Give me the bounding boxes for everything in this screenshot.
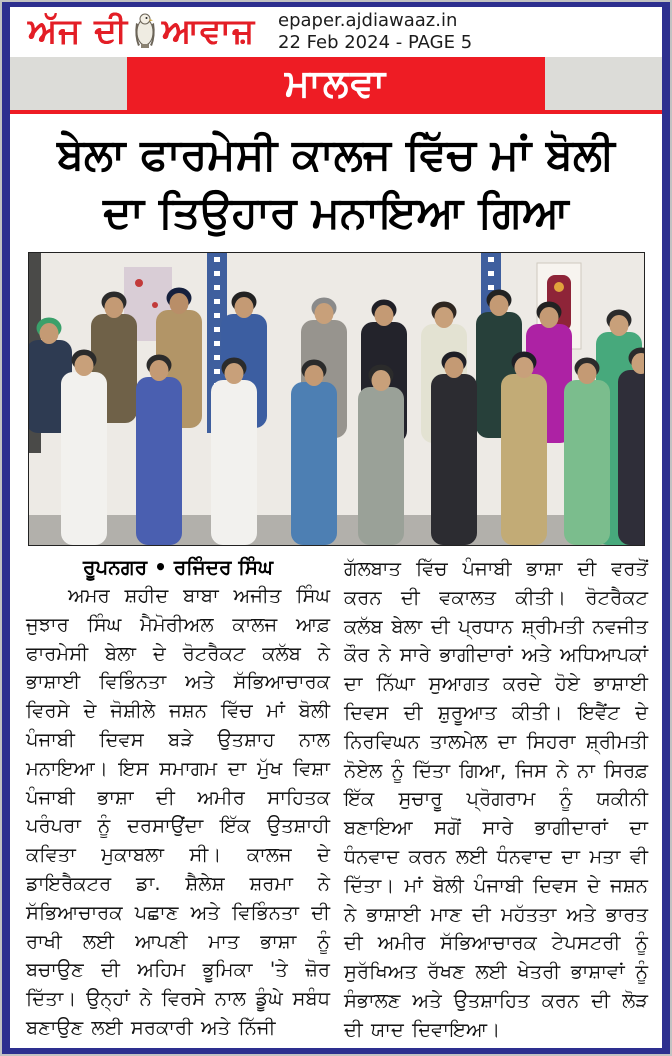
section-band bbox=[10, 57, 662, 110]
masthead-meta bbox=[278, 10, 472, 54]
column-right bbox=[344, 555, 648, 1045]
body-text-left: ਅਮਰ ਸ਼ਹੀਦ ਬਾਬਾ ਅਜੀਤ ਸਿੰਘ ਜੁਝਾਰ ਸਿੰਘ ਮੈਮੋਰੀਅਲ ਕਾਲਜ ਆਫ਼ ਫਾਰਮੇਸੀ ਬੇਲਾ ਦੇ ਰੋਟਰੈਕਟ ਕਲੱਬ ਨੇ ਭਾਸ਼ਾਈ ਵਿਭਿੰਨਤਾ ਅਤੇ ਸੱਭਿਆਚਾਰਕ ਵਿਰਸੇ ਦੇ ਜੋਸ਼ੀਲੇ ਜਸ਼ਨ ਵਿੱਚ ਮਾਂ ਬੋਲੀ ਪੰਜਾਬੀ ਦਿਵਸ ਬੜੇ ਉਤਸ਼ਾਹ ਨਾਲ ਮਨਾਇਆ। ਇਸ ਸਮਾਗਮ ਦਾ ਮੁੱਖ ਵਿਸ਼ਾ ਪੰਜਾਬੀ ਭਾਸ਼ਾ ਦੀ ਅਮੀਰ ਸਾਹਿਤਕ ਪਰੰਪਰਾ ਨੂੰ ਦਰਸਾਉਂਦਾ ਇੱਕ ਉਤਸ਼ਾਹੀ ਕਵਿਤਾ ਮੁਕਾਬਲਾ ਸੀ। ਕਾਲਜ ਦੇ ਡਾਇਰੈਕਟਰ ਡਾ. ਸ਼ੈਲੇਸ਼ ਸ਼ਰਮਾ ਨੇ ਸੱਭਿਆਚਾਰਕ ਪਛਾਣ ਅਤੇ ਵਿਭਿੰਨਤਾ ਦੀ ਰਾਖੀ ਲਈ ਆਪਣੀ ਮਾਤ ਭਾਸ਼ਾ ਨੂੰ ਬਚਾਉਣ ਦੀ ਅਹਿਮ ਭੂਮਿਕਾ 'ਤੇ ਜ਼ੋਰ ਦਿੱਤਾ। ਉਨ੍ਹਾਂ ਨੇ ਵਿਰਸੇ ਨਾਲ ਡੂੰਘੇ ਸਬੰਧ ਬਣਾਉਣ ਲਈ ਸਰਕਾਰੀ ਅਤੇ ਨਿੱਜੀ bbox=[26, 584, 330, 1039]
logo-text-left: ਅੱਜ ਦੀ bbox=[28, 11, 129, 51]
newspaper-logo bbox=[28, 11, 255, 51]
eagle-icon bbox=[132, 12, 158, 50]
edition-date-page: 22 Feb 2024 - PAGE 5 bbox=[278, 32, 473, 53]
section-title: ਮਾਲਵਾ bbox=[127, 57, 545, 110]
column-left bbox=[26, 555, 330, 1045]
epaper-site: epaper.ajdiawaaz.in bbox=[278, 10, 458, 31]
newspaper-page bbox=[2, 2, 670, 1054]
masthead bbox=[10, 7, 662, 57]
headline-line2: ਦਾ ਤਿਉਹਾਰ ਮਨਾਇਆ ਗਿਆ bbox=[103, 188, 569, 238]
article-photo bbox=[28, 252, 645, 546]
article-headline bbox=[10, 114, 662, 242]
article-body bbox=[10, 546, 662, 1045]
body-text-right: ਗੱਲਬਾਤ ਵਿੱਚ ਪੰਜਾਬੀ ਭਾਸ਼ਾ ਦੀ ਵਰਤੋਂ ਕਰਨ ਦੀ ਵਕਾਲਤ ਕੀਤੀ। ਰੋਟਰੈਕਟ ਕਲੱਬ ਬੇਲਾ ਦੀ ਪ੍ਰਧਾਨ ਸ਼੍ਰੀਮਤੀ ਨਵਜੀਤ ਕੌਰ ਨੇ ਸਾਰੇ ਭਾਗੀਦਾਰਾਂ ਅਤੇ ਅਧਿਆਪਕਾਂ ਦਾ ਨਿੱਘਾ ਸੁਆਗਤ ਕਰਦੇ ਹੋਏ ਭਾਸ਼ਾਈ ਦਿਵਸ ਦੀ ਸ਼ੁਰੂਆਤ ਕੀਤੀ। ਇਵੈਂਟ ਦੇ ਨਿਰਵਿਘਨ ਤਾਲਮੇਲ ਦਾ ਸਿਹਰਾ ਸ਼੍ਰੀਮਤੀ ਨੋਏਲ ਨੂੰ ਦਿੱਤਾ ਗਿਆ, ਜਿਸ ਨੇ ਨਾ ਸਿਰਫ਼ ਇੱਕ ਸੁਚਾਰੂ ਪ੍ਰੋਗਰਾਮ ਨੂੰ ਯਕੀਨੀ ਬਣਾਇਆ ਸਗੋਂ ਸਾਰੇ ਭਾਗੀਦਾਰਾਂ ਦਾ ਧੰਨਵਾਦ ਕਰਨ ਲਈ ਧੰਨਵਾਦ ਦਾ ਮਤਾ ਵੀ ਦਿੱਤਾ। ਮਾਂ ਬੋਲੀ ਪੰਜਾਬੀ ਦਿਵਸ ਦੇ ਜਸ਼ਨ ਨੇ ਭਾਸ਼ਾਈ ਮਾਣ ਦੀ ਮਹੱਤਤਾ ਅਤੇ ਭਾਰਤ ਦੀ ਅਮੀਰ ਸੱਭਿਆਚਾਰਕ ਟੇਪਸਟਰੀ ਨੂੰ ਸੁਰੱਖਿਅਤ ਰੱਖਣ ਲਈ ਖੇਤਰੀ ਭਾਸ਼ਾਵਾਂ ਨੂੰ ਸੰਭਾਲਣ ਅਤੇ ਉਤਸ਼ਾਹਿਤ ਕਰਨ ਦੀ ਲੋੜ ਦੀ ਯਾਦ ਦਿਵਾਇਆ। bbox=[344, 557, 648, 1041]
byline: ਰੂਪਨਗਰ • ਰਜਿੰਦਰ ਸਿੰਘ bbox=[83, 555, 273, 579]
logo-text-right: ਆਵਾਜ਼ bbox=[162, 11, 256, 51]
article-photo-svg bbox=[29, 253, 644, 545]
headline-line1: ਬੇਲਾ ਫਾਰਮੇਸੀ ਕਾਲਜ ਵਿੱਚ ਮਾਂ ਬੋਲੀ bbox=[57, 130, 615, 180]
